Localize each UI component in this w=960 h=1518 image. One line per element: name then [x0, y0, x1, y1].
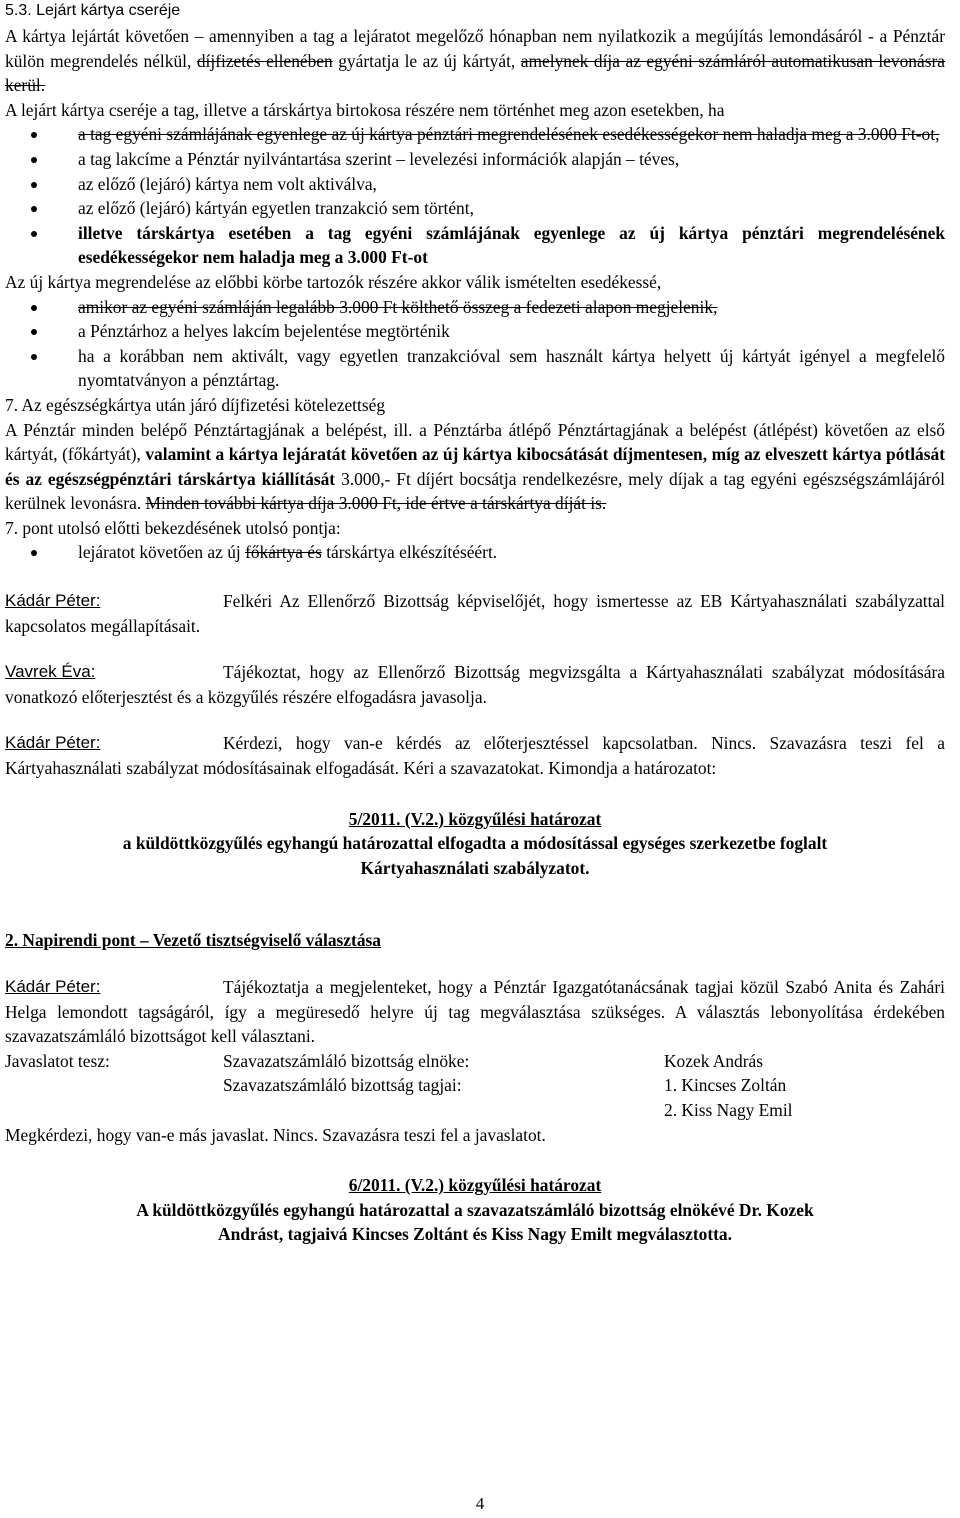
document-page	[5, 0, 945, 1247]
reorder-list	[5, 295, 945, 393]
paragraph-card-renewal	[5, 24, 945, 98]
bullet-icon	[31, 157, 37, 163]
list-item	[5, 319, 945, 344]
text-segment: gyártatja le az új kártyát,	[332, 50, 521, 71]
list-item-text: illetve társkártya esetében a tag egyéni számlájának egyenlege az új kártya pénztári megrendelésének esedékességekor nem haladja meg a 3.000 Ft-ot	[78, 222, 945, 268]
resolution-text: Andrást, tagjaivá Kincses Zoltánt és Kiss Nagy Emilt megválasztotta.	[218, 1224, 732, 1245]
exceptions-list	[5, 122, 945, 270]
list-item	[5, 221, 945, 270]
bold-text: valamint a kártya lejáratát követően az új kártya kibocsátását díjmentesen, míg az elveszett kártya pótlását és az egészségpénztári társkártya kiállítását	[5, 444, 945, 489]
speech-text-content: Felkéri Az Ellenőrző Bizottság képviselőjét, hogy ismertesse az EB Kártyahasználati szabályzattal kapcsolatos megállapításait.	[5, 591, 945, 636]
member-name: 2. Kiss Nagy Emil	[664, 1099, 793, 1120]
list-item	[5, 122, 945, 147]
closing-text: Megkérdezi, hogy van-e más javaslat. Nincs. Szavazásra teszi fel a javaslatot.	[5, 1124, 546, 1145]
members-row	[5, 1098, 945, 1123]
page-number: 4	[475, 1494, 485, 1513]
chair-label: Szavazatszámláló bizottság elnöke:	[223, 1050, 470, 1071]
section-title: 5.3. Lejárt kártya cseréje	[5, 2, 181, 19]
list-item-text: a tag lakcíme a Pénztár nyilvántartása szerint – levelezési információk alapján – téves,	[78, 148, 680, 169]
proposal-row	[5, 1049, 945, 1074]
resolution-text: a küldöttközgyűlés egyhangú határozattal elfogadta a módosítással egységes szerkezetbe foglalt	[122, 833, 828, 854]
section7-list	[5, 540, 945, 565]
struck-text: díjfizetés ellenében	[196, 50, 333, 71]
list-item-text: az előző (lejáró) kártyán egyetlen tranzakció sem történt,	[78, 198, 474, 219]
struck-text: amelynek díja az egyéni számláról automatikusan levonásra kerül.	[5, 50, 945, 96]
list-item	[5, 540, 945, 565]
text-segment: A kártya lejártát követően – amennyiben a tag a lejáratot megelőző hónapban nem nyilatkozik a megújítás lemondásáról - a Pénztár külön megrendelés nélkül,	[5, 26, 945, 71]
proposal-label: Javaslatot tesz:	[5, 1050, 110, 1071]
bullet-icon	[31, 550, 37, 556]
paragraph-reorder-intro: Az új kártya megrendelése az előbbi körbe tartozók részére akkor válik ismételten esedékessé,	[5, 271, 662, 292]
bullet-icon	[31, 206, 37, 212]
text-segment: A Pénztár minden belépő Pénztártagjának a belépést, ill. a Pénztárba átlépő Pénztártagjának a belépést (átlépést) követően az első kártyát, (főkártyát),	[5, 419, 945, 465]
speech-text-content: Kérdezi, hogy van-e kérdés az előterjesztéssel kapcsolatban. Nincs. Szavazásra teszi fel a Kártyahasználati szabályzat módosításainak elfogadását. Kéri a szavazatokat. Kimondja a határozatot:	[5, 733, 945, 779]
list-item-text: az előző (lejáró) kártya nem volt aktiválva,	[78, 173, 377, 194]
speaker-name: Kádár Péter:	[5, 733, 101, 753]
text-segment: 3.000,- Ft díjért bocsátja rendelkezésre, mely díjak a tag egyéni egészségszámlájáról kerülnek levonásra.	[5, 468, 945, 514]
list-item-text: ha a korábban nem aktivált, vagy egyetlen tranzakcióval sem használt kártya helyett új kártyát igényel a megfelelő nyomtatványon a pénztártag.	[78, 345, 945, 391]
agenda-title: 2. Napirendi pont – Vezető tisztségviselő választása	[5, 930, 381, 951]
member-name: 1. Kincses Zoltán	[664, 1075, 787, 1096]
members-label: Szavazatszámláló bizottság tagjai:	[223, 1075, 462, 1096]
list-item	[5, 147, 945, 172]
bullet-icon	[31, 231, 37, 237]
speaker-name: Kádár Péter:	[5, 977, 101, 996]
list-item	[5, 172, 945, 197]
bullet-icon	[31, 354, 37, 360]
list-item	[5, 295, 945, 320]
members-row	[5, 1073, 945, 1098]
bullet-icon	[31, 132, 37, 138]
speaker-name: Kádár Péter:	[5, 591, 101, 611]
resolution-title: 6/2011. (V.2.) közgyűlési határozat	[348, 1175, 602, 1196]
struck-text: Minden további kártya díja 3.000 Ft, ide értve a társkártya díját is.	[145, 493, 607, 514]
list-item-text: amikor az egyéni számláján legalább 3.000 Ft költhető összeg a fedezeti alapon megjelenik,	[78, 296, 718, 317]
text-segment: társkártya elkészítéséért.	[321, 542, 498, 563]
list-item	[5, 196, 945, 221]
speech-text-content: Tájékoztat, hogy az Ellenőrző Bizottság megvizsgálta a Kártyahasználati szabályzat módosítására vonatkozó előterjesztést és a közgyűlés részére elfogadásra javasolja.	[5, 662, 945, 707]
struck-text: főkártya és	[245, 542, 322, 563]
list-item-text: a tag egyéni számlájának egyenlege az új kártya pénztári megrendelésének esedékességekor nem haladja meg a 3.000 Ft-ot,	[78, 124, 940, 145]
section7-heading: 7. Az egészségkártya után járó díjfizetési kötelezettség	[5, 394, 386, 415]
paragraph-exceptions-intro: A lejárt kártya cseréje a tag, illetve a társkártya birtokosa részére nem történhet meg azon esetekben, ha	[5, 99, 725, 120]
resolution-text: Kártyahasználati szabályzatot.	[360, 857, 590, 878]
bullet-icon	[31, 182, 37, 188]
resolution-text: A küldöttközgyűlés egyhangú határozattal a szavazatszámláló bizottság elnökévé Dr. Kozek	[136, 1199, 814, 1220]
speaker-name: Vavrek Éva:	[5, 662, 96, 682]
speech-text-content: Tájékoztatja a megjelenteket, hogy a Pénztár Igazgatótanácsának tagjai közül Szabó Anita és Zahári Helga lemondott tagságáról, így a megüresedő helyre új tag megválasztása szükséges. A választás lebonyolítása érdekében szavazatszámláló bizottságot kell választani.	[5, 977, 945, 1047]
list-item	[5, 344, 945, 393]
text-segment: lejáratot követően az új	[78, 542, 246, 563]
section7-subheading: 7. pont utolsó előtti bekezdésének utolsó pontja:	[5, 517, 341, 538]
resolution-title: 5/2011. (V.2.) közgyűlési határozat	[348, 808, 602, 829]
bullet-icon	[31, 329, 37, 335]
chair-name: Kozek András	[664, 1050, 764, 1071]
paragraph-fees	[5, 418, 945, 516]
list-item-text: a Pénztárhoz a helyes lakcím bejelentése megtörténik	[78, 321, 450, 342]
bullet-icon	[31, 305, 37, 311]
